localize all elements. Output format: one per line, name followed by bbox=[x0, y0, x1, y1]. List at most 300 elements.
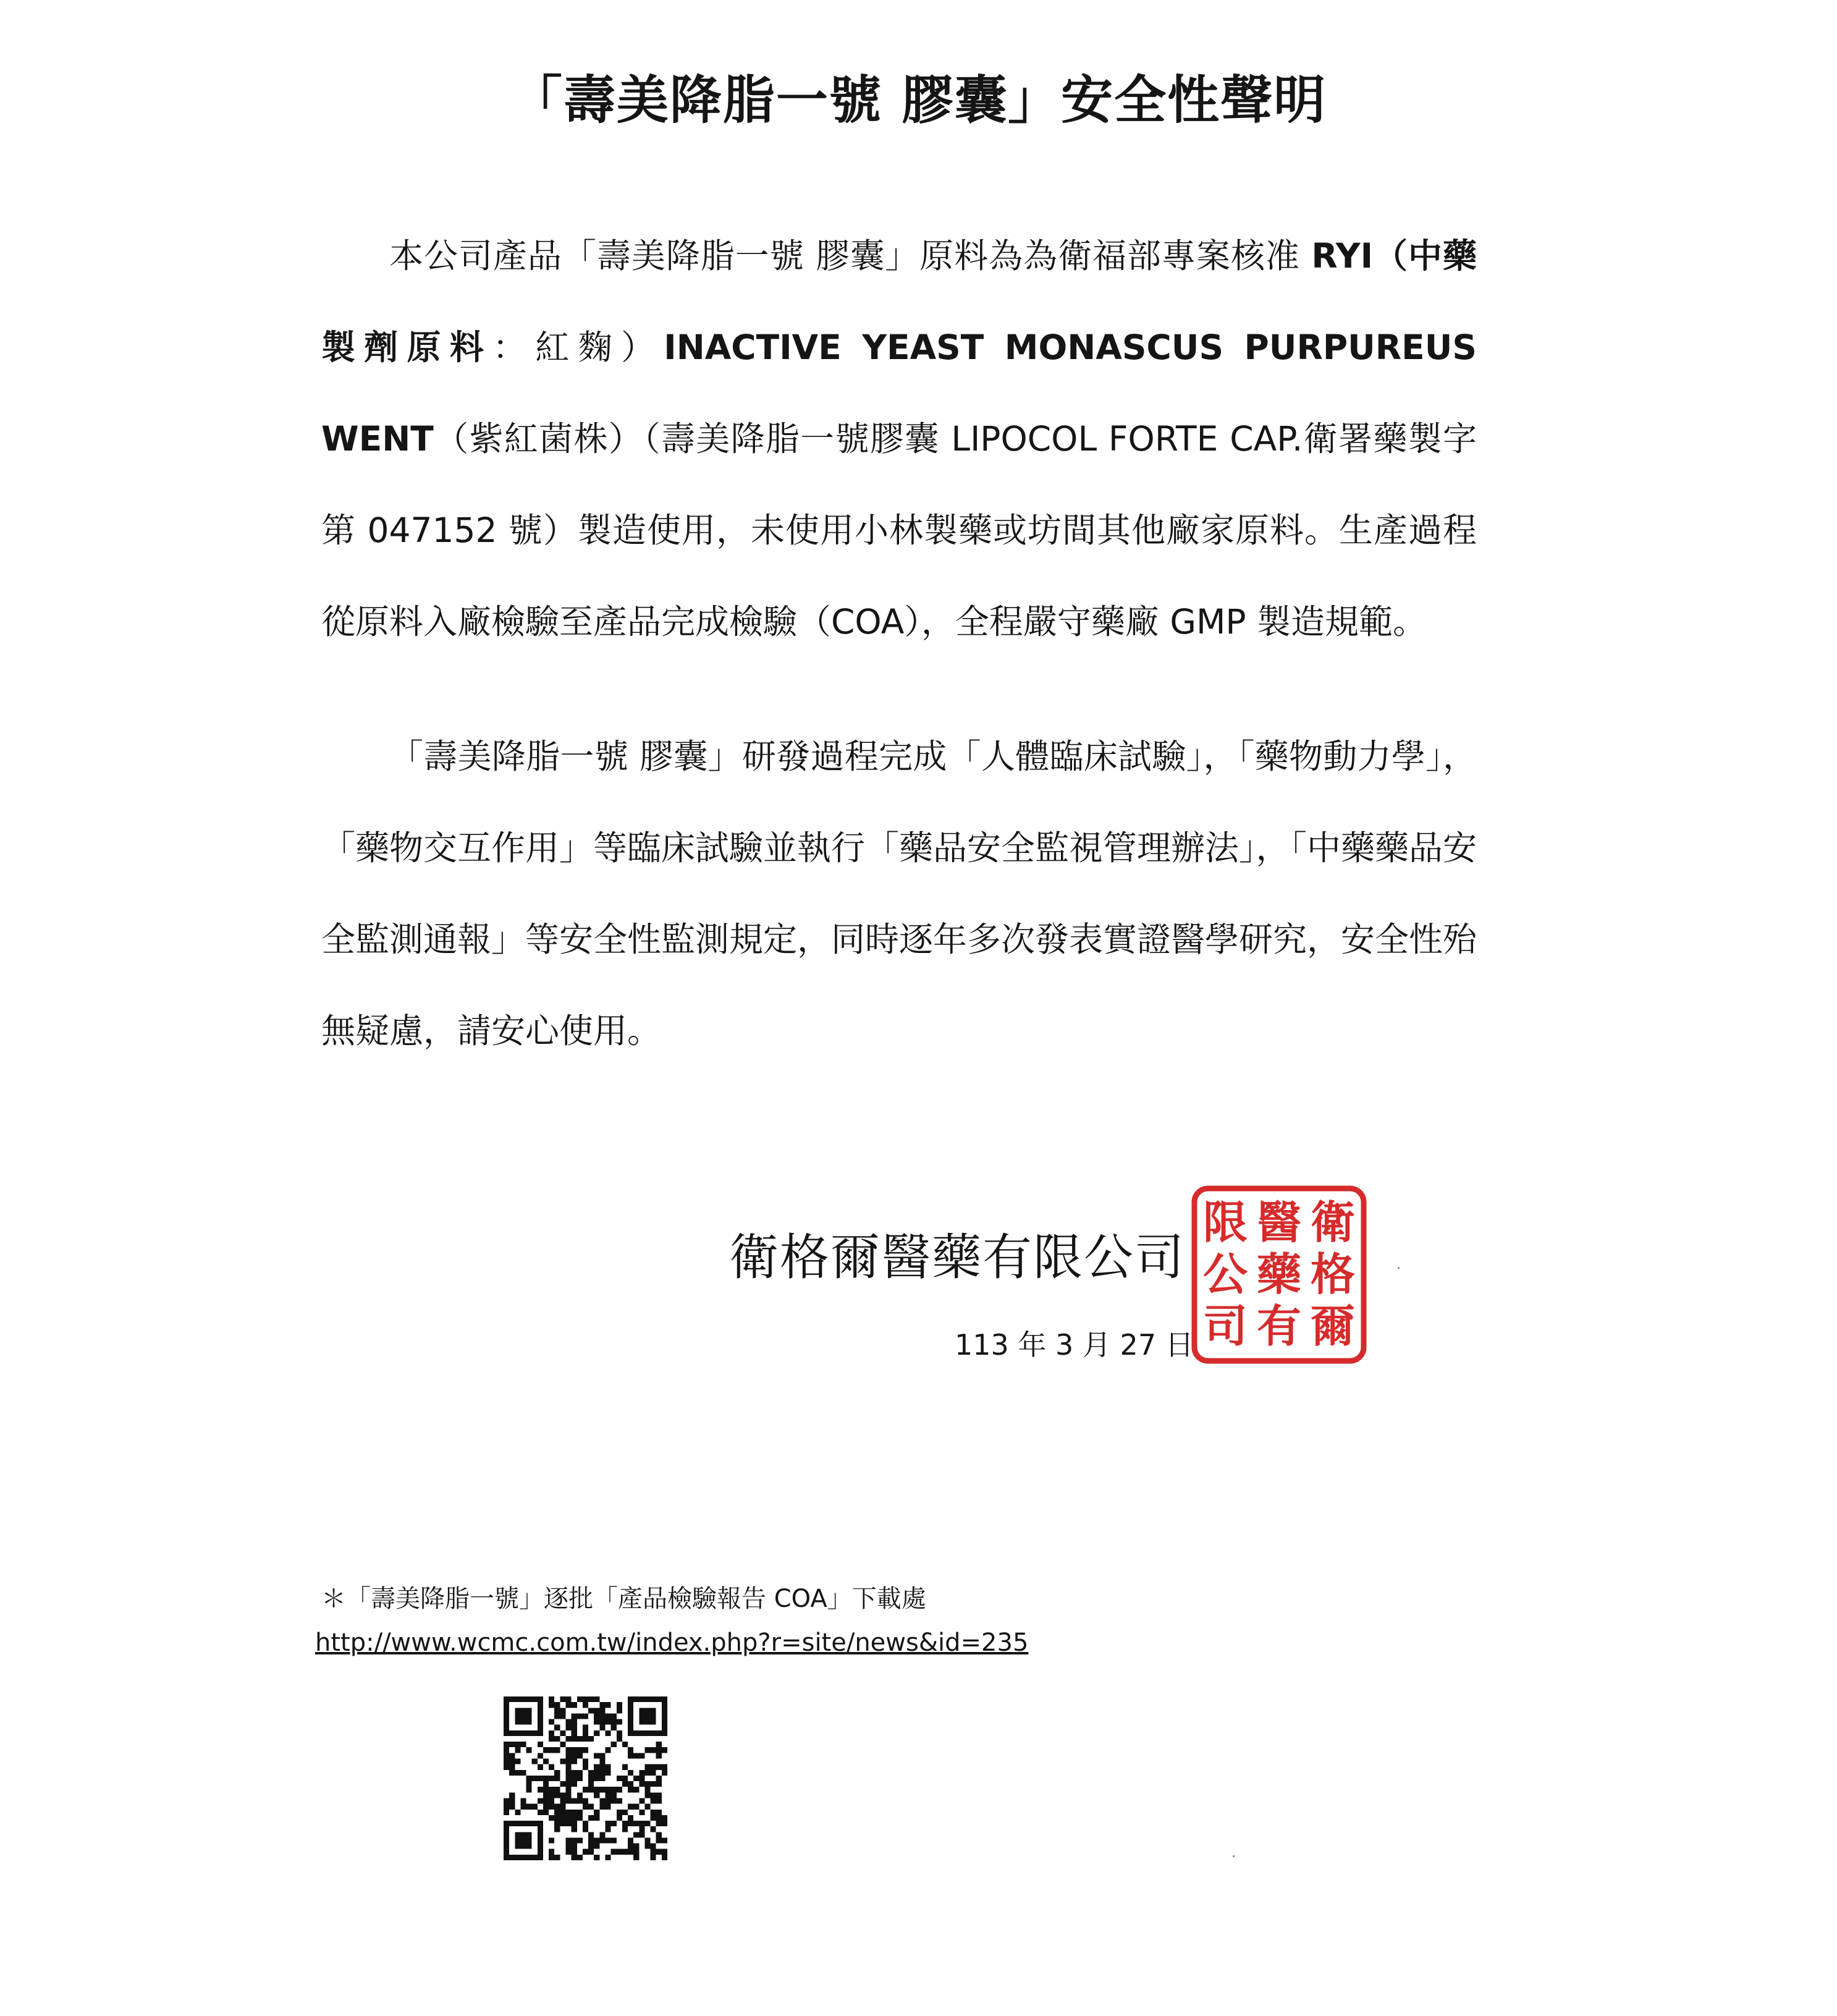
qr-module bbox=[594, 1792, 599, 1798]
qr-module bbox=[526, 1837, 532, 1843]
qr-module bbox=[566, 1781, 572, 1787]
qr-module bbox=[572, 1702, 577, 1708]
paragraph-1-bold-a: RYI（中藥製劑原料 bbox=[321, 236, 1477, 367]
qr-module bbox=[532, 1759, 538, 1764]
qr-module bbox=[554, 1776, 560, 1781]
qr-module bbox=[644, 1770, 650, 1776]
qr-module bbox=[532, 1696, 538, 1702]
qr-module bbox=[639, 1770, 644, 1776]
qr-module bbox=[605, 1837, 610, 1843]
qr-module bbox=[656, 1742, 662, 1747]
qr-module bbox=[566, 1753, 572, 1758]
qr-module bbox=[617, 1702, 622, 1708]
statement-paragraph-1 bbox=[321, 210, 1477, 667]
qr-module bbox=[651, 1770, 656, 1776]
qr-module bbox=[622, 1849, 628, 1855]
qr-module bbox=[644, 1730, 650, 1736]
qr-module bbox=[605, 1821, 610, 1826]
qr-module bbox=[577, 1798, 583, 1803]
qr-module bbox=[554, 1826, 560, 1832]
qr-module bbox=[588, 1849, 594, 1855]
qr-module bbox=[549, 1798, 554, 1803]
qr-module bbox=[566, 1849, 572, 1855]
qr-module bbox=[549, 1849, 554, 1855]
qr-module bbox=[628, 1815, 633, 1821]
qr-module bbox=[617, 1798, 622, 1803]
qr-module bbox=[515, 1708, 520, 1713]
company-seal-stamp bbox=[1189, 1184, 1369, 1366]
qr-module bbox=[572, 1753, 577, 1758]
qr-module bbox=[599, 1719, 605, 1725]
qr-module bbox=[594, 1708, 599, 1713]
qr-module bbox=[532, 1821, 538, 1826]
qr-module bbox=[504, 1696, 509, 1702]
qr-module bbox=[538, 1798, 543, 1803]
qr-module bbox=[509, 1764, 515, 1770]
qr-module bbox=[526, 1781, 532, 1787]
qr-module bbox=[662, 1855, 667, 1860]
qr-module bbox=[504, 1832, 509, 1837]
qr-module bbox=[526, 1708, 532, 1713]
qr-module bbox=[572, 1821, 577, 1826]
qr-module bbox=[572, 1730, 577, 1736]
qr-module bbox=[617, 1730, 622, 1736]
qr-module bbox=[566, 1702, 572, 1708]
qr-module bbox=[509, 1730, 515, 1736]
qr-module bbox=[554, 1736, 560, 1742]
qr-module bbox=[656, 1753, 662, 1758]
seal-character: 藥 bbox=[1256, 1248, 1302, 1300]
qr-module bbox=[554, 1747, 560, 1753]
qr-module bbox=[543, 1810, 549, 1815]
qr-module bbox=[520, 1804, 526, 1810]
qr-module bbox=[538, 1753, 543, 1758]
qr-module bbox=[588, 1844, 594, 1849]
qr-module bbox=[509, 1804, 515, 1810]
qr-module bbox=[560, 1798, 565, 1803]
qr-module bbox=[628, 1753, 633, 1758]
statement-date: 113 年 3 月 27 日 bbox=[955, 1328, 1194, 1362]
qr-module bbox=[554, 1792, 560, 1798]
qr-module bbox=[509, 1759, 515, 1764]
qr-module bbox=[520, 1742, 526, 1747]
qr-module bbox=[588, 1781, 594, 1787]
qr-module bbox=[549, 1776, 554, 1781]
qr-module bbox=[599, 1702, 605, 1708]
qr-module bbox=[611, 1742, 617, 1747]
qr-module bbox=[639, 1826, 644, 1832]
qr-module bbox=[611, 1837, 617, 1843]
qr-module bbox=[526, 1713, 532, 1719]
qr-module bbox=[588, 1804, 594, 1810]
qr-module bbox=[588, 1736, 594, 1742]
qr-module bbox=[515, 1742, 520, 1747]
qr-module bbox=[543, 1787, 549, 1792]
qr-module bbox=[651, 1849, 656, 1855]
qr-module bbox=[588, 1815, 594, 1821]
qr-module bbox=[520, 1798, 526, 1803]
qr-module bbox=[504, 1810, 509, 1815]
qr-module bbox=[566, 1787, 572, 1792]
qr-module bbox=[549, 1837, 554, 1843]
qr-module bbox=[605, 1792, 610, 1798]
qr-module bbox=[611, 1787, 617, 1792]
qr-module bbox=[656, 1821, 662, 1826]
qr-module bbox=[594, 1810, 599, 1815]
qr-module bbox=[583, 1702, 588, 1708]
qr-module bbox=[644, 1792, 650, 1798]
qr-module bbox=[543, 1747, 549, 1753]
qr-module bbox=[633, 1844, 639, 1849]
qr-module bbox=[572, 1776, 577, 1781]
qr-module bbox=[554, 1810, 560, 1815]
qr-module bbox=[538, 1725, 543, 1730]
qr-module bbox=[504, 1764, 509, 1770]
qr-module bbox=[611, 1849, 617, 1855]
qr-module bbox=[515, 1821, 520, 1826]
qr-module bbox=[572, 1837, 577, 1843]
qr-module bbox=[594, 1719, 599, 1725]
qr-module bbox=[566, 1764, 572, 1770]
paragraph-1-text-c: （紫紅菌株）（壽美降脂一號膠囊 LIPOCOL FORTE CAP.衛署藥製字第 047152 號）製造使用，未使用小林製藥或坊間其他廠家原料。生產過程從原料入廠檢驗至產品完成檢驗（COA），全程嚴守藥廠 GMP 製造規範。 bbox=[321, 419, 1477, 642]
seal-character: 衛 bbox=[1310, 1196, 1356, 1248]
qr-module bbox=[599, 1759, 605, 1764]
qr-module bbox=[605, 1787, 610, 1792]
qr-module bbox=[560, 1792, 565, 1798]
qr-module bbox=[572, 1849, 577, 1855]
qr-module bbox=[599, 1725, 605, 1730]
paragraph-1-text-b: ：紅麴） bbox=[492, 328, 664, 367]
qr-module bbox=[549, 1804, 554, 1810]
qr-module bbox=[509, 1770, 515, 1776]
qr-module bbox=[617, 1776, 622, 1781]
qr-module bbox=[662, 1747, 667, 1753]
qr-module bbox=[622, 1776, 628, 1781]
qr-module bbox=[583, 1736, 588, 1742]
qr-module bbox=[566, 1815, 572, 1821]
qr-module bbox=[628, 1770, 633, 1776]
qr-module bbox=[628, 1849, 633, 1855]
qr-module bbox=[605, 1804, 610, 1810]
qr-module bbox=[538, 1764, 543, 1770]
qr-module bbox=[520, 1832, 526, 1837]
qr-module bbox=[644, 1837, 650, 1843]
qr-module bbox=[566, 1798, 572, 1803]
qr-module bbox=[639, 1713, 644, 1719]
qr-module bbox=[515, 1747, 520, 1753]
qr-module bbox=[599, 1753, 605, 1758]
qr-module bbox=[538, 1821, 543, 1826]
qr-module bbox=[560, 1742, 565, 1747]
qr-module bbox=[572, 1759, 577, 1764]
qr-module bbox=[651, 1792, 656, 1798]
qr-module bbox=[560, 1821, 565, 1826]
qr-module bbox=[566, 1770, 572, 1776]
qr-module bbox=[577, 1792, 583, 1798]
qr-module bbox=[543, 1792, 549, 1798]
qr-module bbox=[538, 1849, 543, 1855]
qr-module bbox=[509, 1855, 515, 1860]
qr-module bbox=[633, 1849, 639, 1855]
qr-module bbox=[509, 1696, 515, 1702]
qr-module bbox=[560, 1730, 565, 1736]
qr-module bbox=[583, 1764, 588, 1770]
qr-module bbox=[594, 1770, 599, 1776]
qr-module bbox=[543, 1759, 549, 1764]
qr-module bbox=[588, 1696, 594, 1702]
qr-module bbox=[594, 1776, 599, 1781]
qr-module bbox=[599, 1798, 605, 1803]
company-name: 衛格爾醫藥有限公司 bbox=[729, 1229, 1185, 1286]
qr-module bbox=[504, 1855, 509, 1860]
qr-module bbox=[554, 1725, 560, 1730]
qr-module bbox=[644, 1747, 650, 1753]
qr-module bbox=[605, 1798, 610, 1803]
qr-module bbox=[577, 1747, 583, 1753]
qr-module bbox=[599, 1787, 605, 1792]
qr-module bbox=[617, 1708, 622, 1713]
qr-module bbox=[605, 1855, 610, 1860]
qr-module bbox=[605, 1764, 610, 1770]
qr-module bbox=[526, 1821, 532, 1826]
qr-module bbox=[520, 1844, 526, 1849]
qr-module bbox=[651, 1747, 656, 1753]
qr-module bbox=[583, 1696, 588, 1702]
qr-module bbox=[538, 1826, 543, 1832]
qr-module bbox=[588, 1832, 594, 1837]
qr-module bbox=[577, 1810, 583, 1815]
qr-module bbox=[577, 1696, 583, 1702]
qr-module bbox=[532, 1776, 538, 1781]
qr-module bbox=[628, 1747, 633, 1753]
qr-module bbox=[583, 1849, 588, 1855]
qr-module bbox=[651, 1826, 656, 1832]
qr-module bbox=[588, 1770, 594, 1776]
qr-module bbox=[588, 1787, 594, 1792]
qr-module bbox=[651, 1708, 656, 1713]
qr-module bbox=[504, 1837, 509, 1843]
qr-module bbox=[526, 1776, 532, 1781]
seal-character: 格 bbox=[1310, 1248, 1356, 1300]
qr-module bbox=[572, 1736, 577, 1742]
qr-module bbox=[543, 1798, 549, 1803]
qr-module bbox=[594, 1837, 599, 1843]
qr-module bbox=[583, 1804, 588, 1810]
qr-module bbox=[656, 1747, 662, 1753]
qr-module bbox=[656, 1832, 662, 1837]
qr-module bbox=[572, 1713, 577, 1719]
qr-module bbox=[577, 1815, 583, 1821]
qr-module bbox=[515, 1759, 520, 1764]
qr-module bbox=[549, 1736, 554, 1742]
qr-module bbox=[662, 1815, 667, 1821]
qr-module bbox=[504, 1753, 509, 1758]
qr-module bbox=[651, 1730, 656, 1736]
qr-module bbox=[662, 1696, 667, 1702]
qr-module bbox=[538, 1855, 543, 1860]
qr-module bbox=[509, 1792, 515, 1798]
qr-module bbox=[577, 1713, 583, 1719]
qr-module bbox=[644, 1719, 650, 1725]
qr-module bbox=[605, 1770, 610, 1776]
qr-module bbox=[515, 1837, 520, 1843]
qr-module bbox=[662, 1730, 667, 1736]
qr-module bbox=[617, 1849, 622, 1855]
qr-module bbox=[504, 1725, 509, 1730]
qr-module bbox=[628, 1719, 633, 1725]
coa-download-link[interactable]: http://www.wcmc.com.tw/index.php?r=site/news&id=235 bbox=[315, 1628, 1029, 1657]
qr-module bbox=[554, 1815, 560, 1821]
qr-module bbox=[633, 1821, 639, 1826]
qr-module bbox=[515, 1730, 520, 1736]
qr-module bbox=[554, 1770, 560, 1776]
qr-module bbox=[617, 1719, 622, 1725]
statement-paragraph-2: 「壽美降脂一號 膠囊」研發過程完成「人體臨床試驗」，「藥物動力學」，「藥物交互作用」等臨床試驗並執行「藥品安全監視管理辦法」，「中藥藥品安全監測通報」等安全性監測規定，同時逐年多次發表實證醫學研究，安全性殆無疑慮，請安心使用。 bbox=[321, 737, 1477, 1051]
qr-module bbox=[617, 1815, 622, 1821]
qr-module bbox=[549, 1719, 554, 1725]
qr-module bbox=[560, 1781, 565, 1787]
qr-module bbox=[538, 1708, 543, 1713]
qr-module bbox=[656, 1730, 662, 1736]
qr-module bbox=[594, 1855, 599, 1860]
scan-speck bbox=[1398, 1267, 1400, 1269]
qr-module bbox=[599, 1832, 605, 1837]
qr-module bbox=[532, 1855, 538, 1860]
qr-module bbox=[520, 1821, 526, 1826]
qr-module bbox=[572, 1747, 577, 1753]
qr-module bbox=[509, 1821, 515, 1826]
qr-module bbox=[520, 1713, 526, 1719]
qr-module bbox=[526, 1696, 532, 1702]
qr-module bbox=[651, 1781, 656, 1787]
qr-module bbox=[594, 1764, 599, 1770]
qr-module bbox=[504, 1702, 509, 1708]
qr-module bbox=[526, 1832, 532, 1837]
qr-module bbox=[577, 1855, 583, 1860]
qr-module bbox=[628, 1844, 633, 1849]
qr-module bbox=[639, 1821, 644, 1826]
qr-module bbox=[520, 1719, 526, 1725]
qr-module bbox=[572, 1826, 577, 1832]
qr-module bbox=[599, 1770, 605, 1776]
qr-module bbox=[538, 1742, 543, 1747]
qr-module bbox=[628, 1837, 633, 1843]
qr-module bbox=[656, 1696, 662, 1702]
qr-module bbox=[504, 1713, 509, 1719]
qr-module bbox=[644, 1696, 650, 1702]
qr-module bbox=[622, 1781, 628, 1787]
qr-module bbox=[538, 1713, 543, 1719]
coa-download-note: ＊「壽美降脂一號」逐批「產品檢驗報告 COA」下載處 bbox=[321, 1585, 926, 1613]
qr-module bbox=[588, 1708, 594, 1713]
qr-module bbox=[504, 1798, 509, 1803]
qr-module bbox=[577, 1776, 583, 1781]
qr-module bbox=[554, 1855, 560, 1860]
qr-module bbox=[566, 1725, 572, 1730]
qr-module bbox=[599, 1713, 605, 1719]
qr-module bbox=[605, 1719, 610, 1725]
qr-module bbox=[566, 1736, 572, 1742]
qr-module bbox=[639, 1781, 644, 1787]
qr-module bbox=[628, 1781, 633, 1787]
qr-module bbox=[633, 1804, 639, 1810]
qr-module bbox=[560, 1713, 565, 1719]
qr-module bbox=[633, 1787, 639, 1792]
qr-module bbox=[538, 1832, 543, 1837]
qr-module bbox=[628, 1725, 633, 1730]
qr-module bbox=[611, 1713, 617, 1719]
qr-module bbox=[662, 1849, 667, 1855]
qr-module bbox=[639, 1798, 644, 1803]
qr-module bbox=[611, 1821, 617, 1826]
qr-module bbox=[639, 1753, 644, 1758]
qr-module bbox=[532, 1730, 538, 1736]
qr-module bbox=[583, 1821, 588, 1826]
qr-module bbox=[560, 1759, 565, 1764]
qr-module bbox=[633, 1776, 639, 1781]
qr-module bbox=[656, 1792, 662, 1798]
qr-module bbox=[509, 1742, 515, 1747]
qr-module bbox=[504, 1747, 509, 1753]
qr-module bbox=[577, 1753, 583, 1758]
qr-module bbox=[594, 1696, 599, 1702]
qr-module bbox=[572, 1798, 577, 1803]
qr-module bbox=[599, 1776, 605, 1781]
qr-module bbox=[644, 1804, 650, 1810]
qr-module bbox=[644, 1787, 650, 1792]
qr-module bbox=[572, 1725, 577, 1730]
qr-module bbox=[504, 1826, 509, 1832]
qr-module bbox=[594, 1844, 599, 1849]
qr-module bbox=[617, 1810, 622, 1815]
qr-module bbox=[644, 1821, 650, 1826]
qr-module bbox=[554, 1821, 560, 1826]
qr-module bbox=[651, 1798, 656, 1803]
qr-module bbox=[538, 1702, 543, 1708]
qr-module bbox=[622, 1810, 628, 1815]
qr-module bbox=[656, 1776, 662, 1781]
qr-module bbox=[651, 1855, 656, 1860]
qr-module bbox=[538, 1730, 543, 1736]
qr-module bbox=[628, 1821, 633, 1826]
qr-module bbox=[583, 1747, 588, 1753]
qr-module bbox=[628, 1696, 633, 1702]
qr-module bbox=[504, 1719, 509, 1725]
qr-module bbox=[554, 1713, 560, 1719]
qr-module bbox=[520, 1696, 526, 1702]
qr-code-icon[interactable] bbox=[504, 1696, 667, 1860]
qr-module bbox=[509, 1753, 515, 1758]
qr-module bbox=[504, 1804, 509, 1810]
qr-module bbox=[644, 1708, 650, 1713]
qr-module bbox=[662, 1821, 667, 1826]
qr-module bbox=[644, 1764, 650, 1770]
paragraph-1-bold-b: INACTIVE YEAST MONASCUS PURPUREUS WENT bbox=[321, 328, 1477, 459]
qr-module bbox=[662, 1713, 667, 1719]
qr-module bbox=[644, 1844, 650, 1849]
qr-module bbox=[554, 1804, 560, 1810]
qr-module bbox=[566, 1776, 572, 1781]
seal-character: 司 bbox=[1202, 1300, 1248, 1352]
qr-module bbox=[515, 1770, 520, 1776]
qr-module bbox=[583, 1713, 588, 1719]
qr-module bbox=[628, 1713, 633, 1719]
qr-module bbox=[583, 1787, 588, 1792]
qr-module bbox=[543, 1781, 549, 1787]
qr-module bbox=[566, 1844, 572, 1849]
qr-module bbox=[526, 1844, 532, 1849]
seal-character: 爾 bbox=[1310, 1300, 1356, 1352]
